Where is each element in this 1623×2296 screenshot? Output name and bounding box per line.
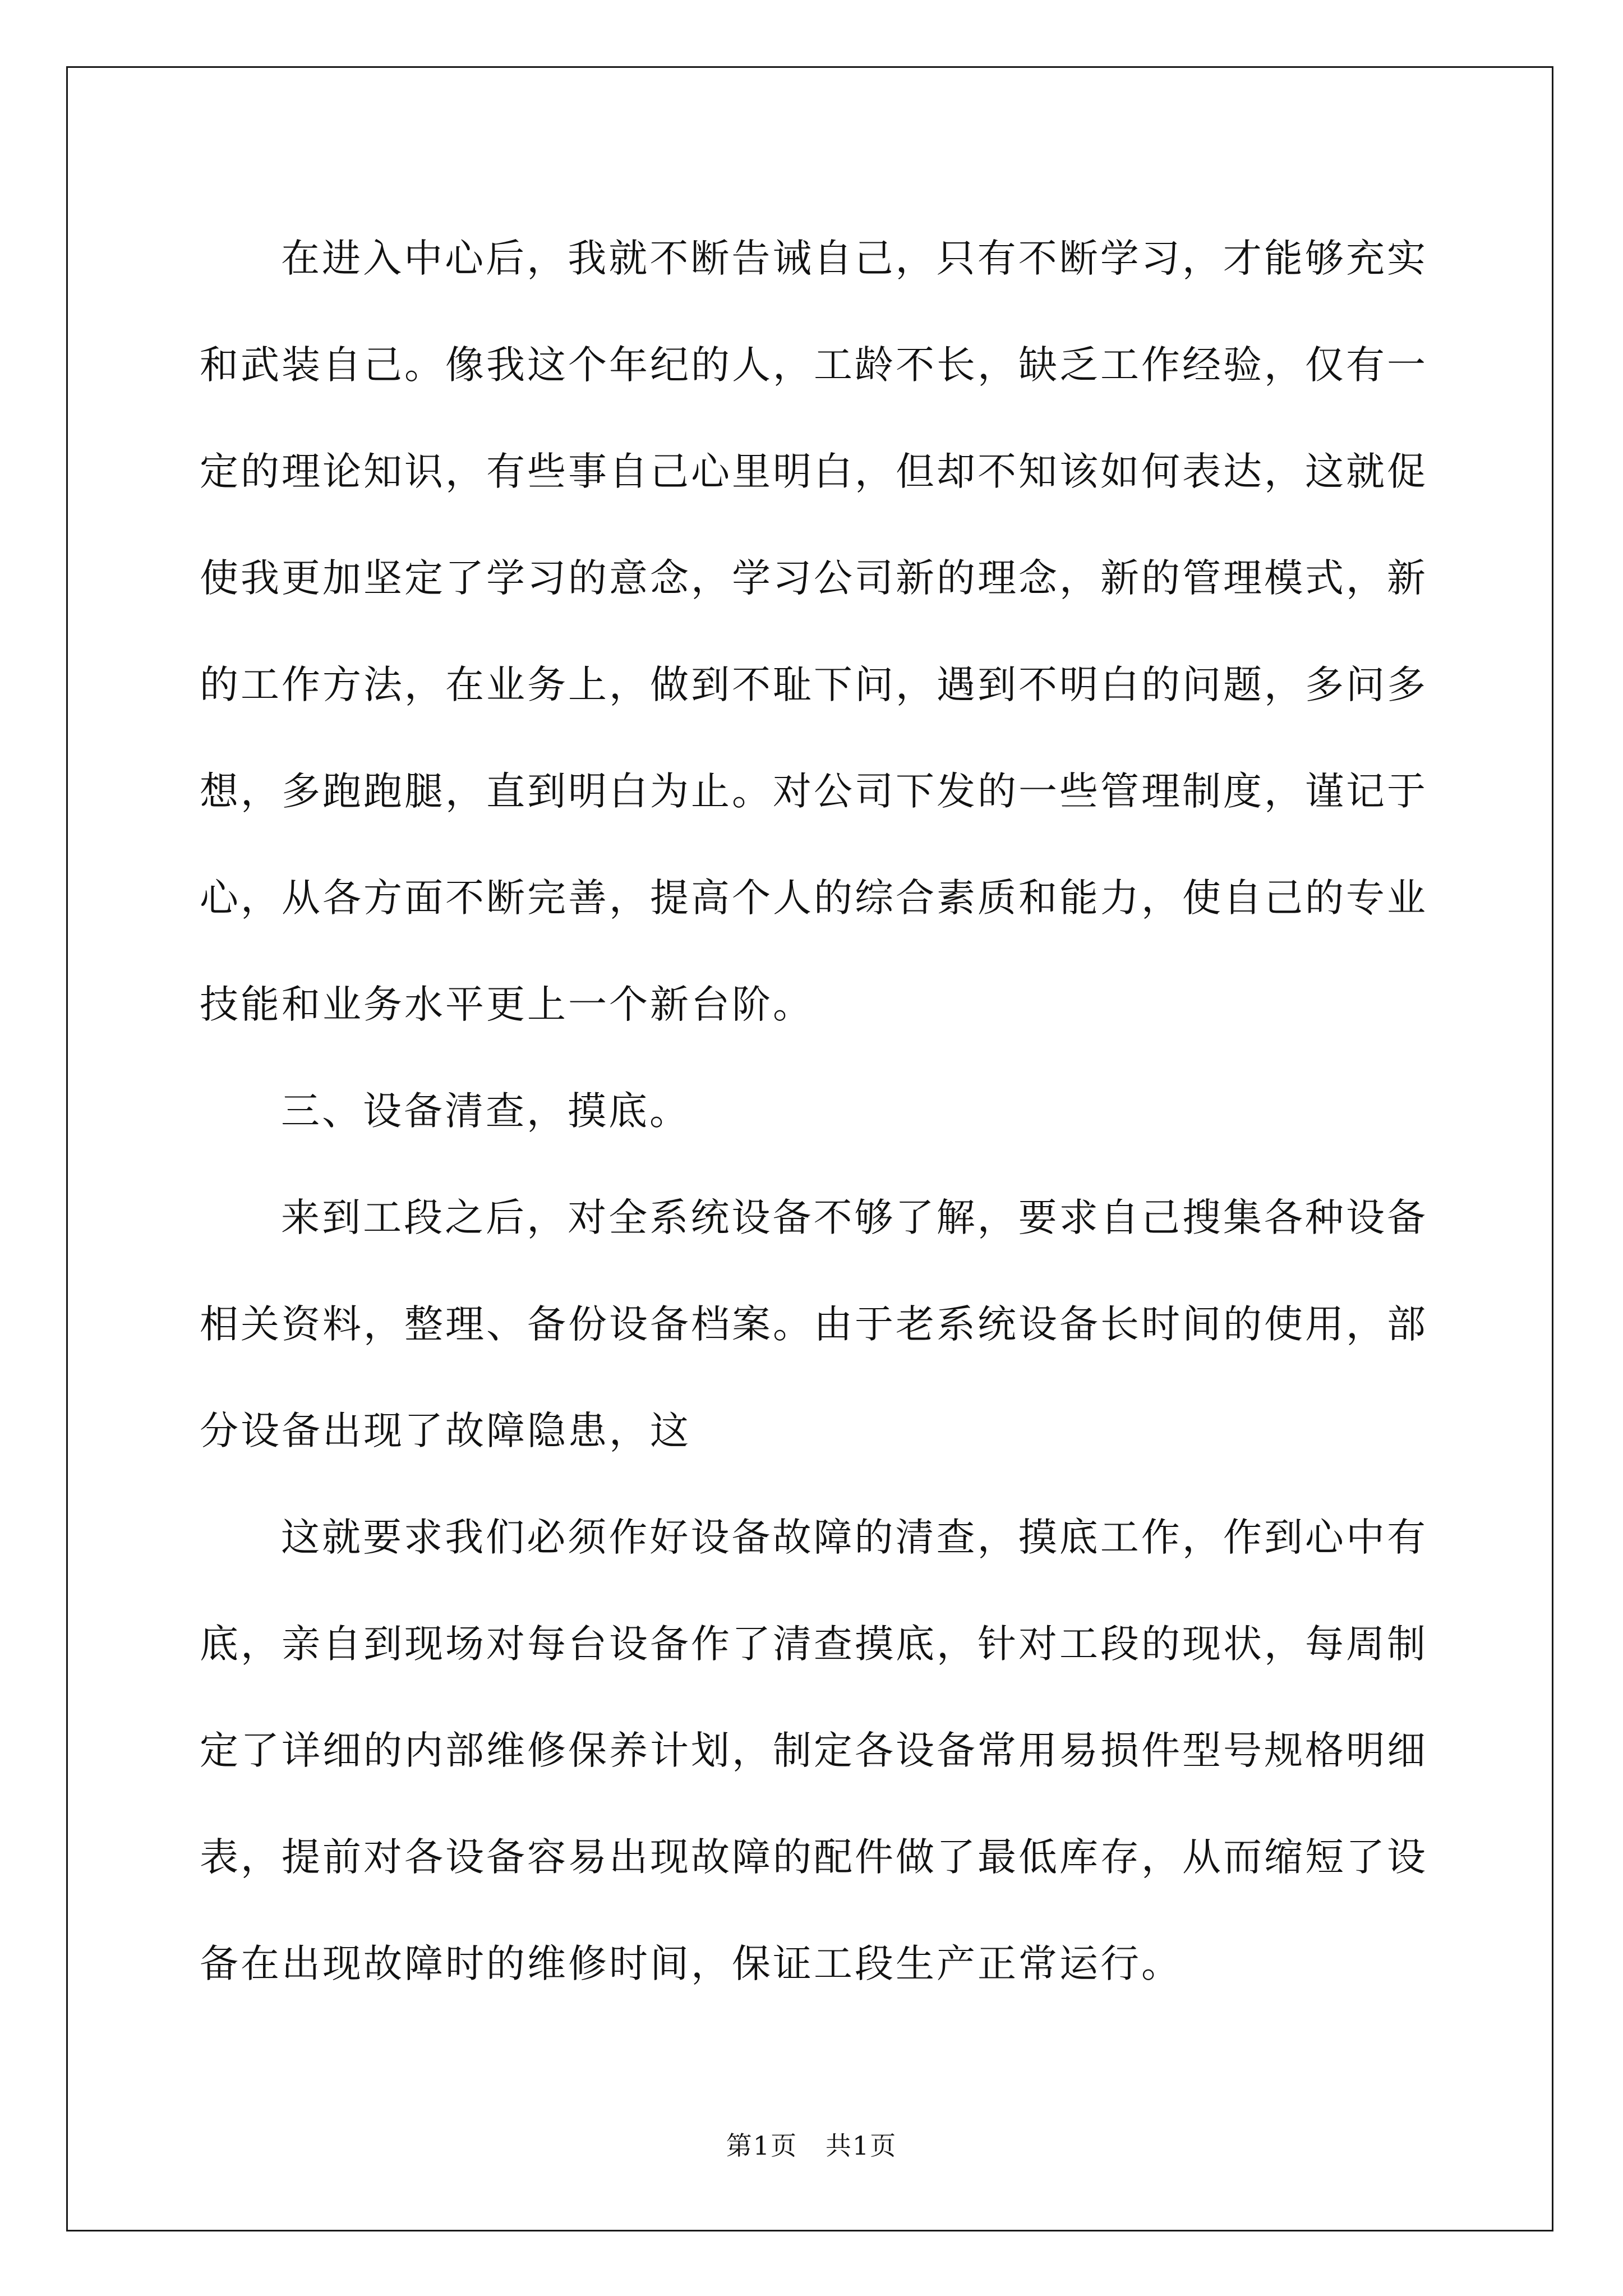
page-footer xyxy=(0,2129,1623,2162)
paragraph-equipment-data: 来到工段之后，对全系统设备不够了解，要求自己搜集各种设备相关资料，整理、备份设备档案。由于老系统设备长时间的使用，部分设备出现了故障隐患，这 xyxy=(200,1195,1428,1453)
paragraph-study: 在进入中心后，我就不断告诫自己，只有不断学习，才能够充实和武装自己。像我这个年纪的人，工龄不长，缺乏工作经验，仅有一定的理论知识，有些事自己心里明白，但却不知该如何表达，这就促使我更加坚定了学习的意念，学习公司新的理念，新的管理模式，新的工作方法，在业务上，做到不耻下问，遇到不明白的问题，多问多想，多跑跑腿，直到明白为止。对公司下发的一些管理制度，谨记于心，从各方面不断完善，提高个人的综合素质和能力，使自己的专业技能和业务水平更上一个新台阶。 xyxy=(200,236,1428,1027)
document-body xyxy=(200,205,1428,2017)
paragraph-fault-check: 这就要求我们必须作好设备故障的清查，摸底工作，作到心中有底，亲自到现场对每台设备作了清查摸底，针对工段的现状，每周制定了详细的内部维修保养计划，制定各设备常用易损件型号规格明细表，提前对各设备容易出现故障的配件做了最低库存，从而缩短了设备在出现故障时的维修时间，保证工段生产正常运行。 xyxy=(200,1515,1428,1986)
page-number: 第1页 共1页 xyxy=(726,2131,897,2161)
section-heading-equipment-check: 三、设备清查，摸底。 xyxy=(281,1089,690,1134)
